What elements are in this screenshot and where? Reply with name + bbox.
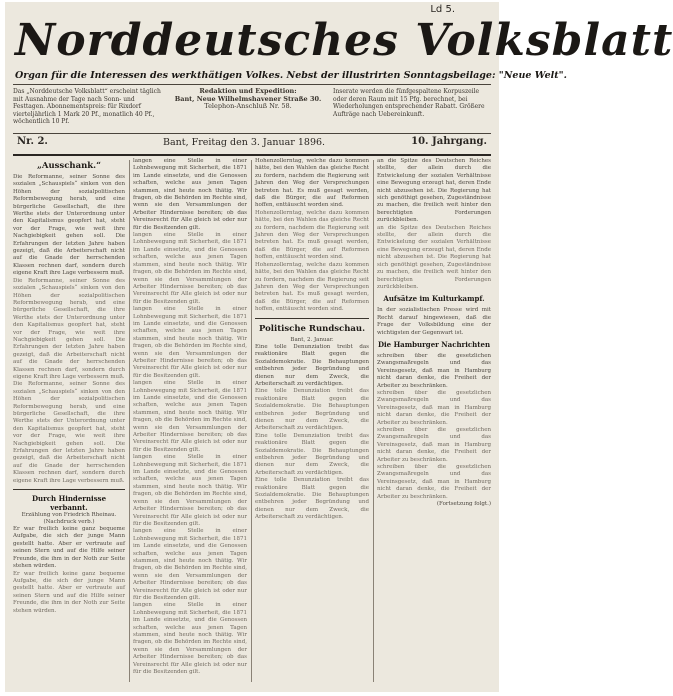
column-2-text-repeat-3: langen eine Stelle in einer Lohnbewegung mit Sicherheit, die 1871 im Lande einsetzte, und die Genossen schaften, welche aus jenen Tagen stammen, sind heute noch thätig. Wir fragen, ob die Behörden im Rechte sind, wenn sie den Versammlungen der Arbeiter Hindernisse bereiten; ob das Vereinsrecht für Alle gleich ist oder nur für die Besitzenden gilt. — [133, 380, 247, 453]
editorial-label: Redaktion und Expedition: — [199, 87, 297, 95]
column-4-text-3-repeat-3: schreiben über die gesetzlichen Zwangsmaßregeln und das Vereinsgesetz, daß man in Hamburg nicht daran denke, die Freiheit der Arbeiter zu beschränken. — [377, 464, 491, 500]
masthead-subtitle: Organ für die Interessen des werkthätigen Volkes. Nebst der illustrirten Sonntagsbeilage: "Neue Welt". — [15, 70, 567, 81]
advertisement-info: Inserate werden die fünfgespaltene Korpuszeile oder deren Raum mit 15 Pfg. berechnet, bei Wiederholungen entsprechender Rabatt. Größere Aufträge nach Uebereinkunft. — [333, 88, 485, 118]
editorial-address — [173, 88, 323, 111]
feuilleton-text: Er war freilich keine ganz bequeme Aufgabe, die sich der junge Mann gestellt hatte. Aber er vertraute auf seinen Stern und auf die Hilfe seiner Freunde, die ihm in der Noth zur Seite stehen würden. — [13, 526, 125, 570]
column-separator-3 — [373, 160, 374, 682]
column-4 — [377, 158, 491, 684]
issue-number: Nr. 2. — [17, 136, 48, 147]
column-2-text-repeat: langen eine Stelle in einer Lohnbewegung mit Sicherheit, die 1871 im Lande einsetzte, und die Genossen schaften, welche aus jenen Tagen stammen, sind heute noch thätig. Wir fragen, ob die Behörden im Rechte sind, wenn sie den Versammlungen der Arbeiter Hindernisse bereiten; ob das Vereinsrecht für Alle gleich ist oder nur für die Besitzenden gilt. — [133, 232, 247, 305]
column-3 — [255, 158, 369, 684]
editorial-telephone: Telephon-Anschluß Nr. 58. — [204, 102, 292, 110]
editorial-street: Bant, Neue Wilhelmshavener Straße 30. — [174, 94, 322, 103]
column-3-text-2: Eine tolle Denunziation treibt das reaktionäre Blatt gegen die Sozialdemokratie. Die Behauptungen entbehren jeder Begründung und dienen nur dem Zweck, die Arbeiterschaft zu verdächtigen. — [255, 343, 369, 387]
column-1-text-repeat: Die Reformanne, seiner Sonne des sozialen „Schauspiels“ sinken von den Höhen der sozialpolitischen Reformbewegung herab, und eine bürgerliche Gesellschaft, die ihre Werthe stets der Unterordnung unter den Kapitalismus geopfert hat, steht vor der Frage, wie weit ihre Nachgiebigkeit gehen soll. Die Erfahrungen der letzten Jahre haben gezeigt, daß die Arbeiterschaft nicht auf die Gnade der herrschenden Klassen rechnen darf, sondern durch eigene Kraft ihre Lage verbessern muß. — [13, 277, 125, 380]
column-3-text-repeat-2: Hohenzollerntag, welche dazu kommen hätte, bei den Wahlen das gleiche Recht zu fordern, nachdem die Regierung seit Jahren den Weg der Versprechungen betreten hat. Es muß gesagt werden, daß die Bürger, die auf Reformen hoffen, enttäuscht worden sind. — [255, 261, 369, 313]
handwritten-corner-mark: Ld 5. — [430, 4, 455, 15]
publication-date: Bant, Freitag den 3. Januar 1896. — [163, 137, 326, 148]
subscription-info: Das „Norddeutsche Volksblatt“ erscheint täglich mit Ausnahme der Tage nach Sonn- und Festtagen. Abonnementspreis: für Rixdorf vierteljährlich 1 Mark 20 Pf., monatlich 40 Pf., wöchentlich 10 Pf. — [13, 88, 161, 125]
kulturkampf-title: Aufsätze im Kulturkampf. — [383, 294, 485, 304]
politische-rundschau-title: Politische Rundschau. — [258, 323, 366, 334]
column-3-text-2-repeat-3: Eine tolle Denunziation treibt das reaktionäre Blatt gegen die Sozialdemokratie. Die Behauptungen entbehren jeder Begründung und dienen nur dem Zweck, die Arbeiterschaft zu verdächtigen. — [255, 477, 369, 521]
feuilleton-subtitle: Erzählung von Friedrich Rheinau. — [21, 512, 117, 519]
politische-rundschau-dateline: Bant, 2. Januar. — [290, 336, 334, 343]
column-2 — [133, 158, 247, 684]
column-separator-2 — [251, 160, 252, 682]
column-1-title: „Ausschank.“ — [36, 161, 101, 171]
info-row — [13, 84, 491, 134]
column-4-text-2: In der sozialistischen Presse wird mit Recht darauf hingewiesen, daß die Frage der Volksbildung eine der wichtigsten der Gegenwart ist. — [377, 307, 491, 336]
column-4-text-3: schreiben über die gesetzlichen Zwangsmaßregeln und das Vereinsgesetz, daß man in Hamburg nicht daran denke, die Freiheit der Arbeiter zu beschränken. — [377, 352, 491, 389]
column-3-text-repeat: Hohenzollerntag, welche dazu kommen hätte, bei den Wahlen das gleiche Recht zu fordern, nachdem die Regierung seit Jahren den Weg der Versprechungen betreten hat. Es muß gesagt werden, daß die Bürger, die auf Reformen hoffen, enttäuscht worden sind. — [255, 209, 369, 261]
continued-note: (Fortsetzung folgt.) — [436, 501, 491, 508]
column-1-text-repeat-2: Die Reformanne, seiner Sonne des sozialen „Schauspiels“ sinken von den Höhen der sozialpolitischen Reformbewegung herab, und eine bürgerliche Gesellschaft, die ihre Werthe stets der Unterordnung unter den Kapitalismus geopfert hat, steht vor der Frage, wie weit ihre Nachgiebigkeit gehen soll. Die Erfahrungen der letzten Jahre haben gezeigt, daß die Arbeiterschaft nicht auf die Gnade der herrschenden Klassen rechnen darf, sondern durch eigene Kraft ihre Lage verbessern muß. — [13, 381, 125, 484]
feuilleton-note: (Nachdruck verb.) — [43, 519, 95, 526]
column-2-text-repeat-4: langen eine Stelle in einer Lohnbewegung mit Sicherheit, die 1871 im Lande einsetzte, und die Genossen schaften, welche aus jenen Tagen stammen, sind heute noch thätig. Wir fragen, ob die Behörden im Rechte sind, wenn sie den Versammlungen der Arbeiter Hindernisse bereiten; ob das Vereinsrecht für Alle gleich ist oder nur für die Besitzenden gilt. — [133, 454, 247, 527]
column-4-text: an die Spitze des Deutschen Reiches stellte, der allein durch die Entwickelung der sozialen Verhältnisse eine Bewegung erzeugt hat, deren Ende nicht abzusehen ist. Die Regierung hat sich genöthigt gesehen, Zugeständnisse zu machen, die freilich weit hinter den berechtigten Forderungen zurückbleiben. — [377, 158, 491, 224]
column-4-text-repeat: an die Spitze des Deutschen Reiches stellte, der allein durch die Entwickelung der sozialen Verhältnisse eine Bewegung erzeugt hat, deren Ende nicht abzusehen ist. Die Regierung hat sich genöthigt gesehen, Zugeständnisse zu machen, die freilich weit hinter den berechtigten Forderungen zurückbleiben. — [377, 224, 491, 290]
column-2-text-repeat-2: langen eine Stelle in einer Lohnbewegung mit Sicherheit, die 1871 im Lande einsetzte, und die Genossen schaften, welche aus jenen Tagen stammen, sind heute noch thätig. Wir fragen, ob die Behörden im Rechte sind, wenn sie den Versammlungen der Arbeiter Hindernisse bereiten; ob das Vereinsrecht für Alle gleich ist oder nur für die Besitzenden gilt. — [133, 306, 247, 379]
column-separator-1 — [129, 160, 130, 682]
column-1-text: Die Reformanne, seiner Sonne des sozialen „Schauspiels“ sinken von den Höhen der sozialpolitischen Reformbewegung herab, und eine bürgerliche Gesellschaft, die ihre Werthe stets der Unterordnung unter den Kapitalismus geopfert hat, steht vor der Frage, wie weit ihre Nachgiebigkeit gehen soll. Die Erfahrungen der letzten Jahre haben gezeigt, daß die Arbeiterschaft nicht auf die Gnade der herrschenden Klassen rechnen darf, sondern durch eigene Kraft ihre Lage verbessern muß. — [13, 174, 125, 277]
column-2-text-repeat-6: langen eine Stelle in einer Lohnbewegung mit Sicherheit, die 1871 im Lande einsetzte, und die Genossen schaften, welche aus jenen Tagen stammen, sind heute noch thätig. Wir fragen, ob die Behörden im Rechte sind, wenn sie den Versammlungen der Arbeiter Hindernisse bereiten; ob das Vereinsrecht für Alle gleich ist oder nur für die Besitzenden gilt. — [133, 602, 247, 676]
date-row — [13, 134, 491, 156]
column-2-text: langen eine Stelle in einer Lohnbewegung mit Sicherheit, die 1871 im Lande einsetzte, und die Genossen schaften, welche aus jenen Tagen stammen, sind heute noch thätig. Wir fragen, ob die Behörden im Rechte sind, wenn sie den Versammlungen der Arbeiter Hindernisse bereiten; ob das Vereinsrecht für Alle gleich ist oder nur für die Besitzenden gilt. — [133, 158, 247, 231]
column-1 — [13, 158, 125, 684]
column-3-text: Hohenzollerntag, welche dazu kommen hätte, bei den Wahlen das gleiche Recht zu fordern, nachdem die Regierung seit Jahren den Weg der Versprechungen betreten hat. Es muß gesagt werden, daß die Bürger, die auf Reformen hoffen, enttäuscht worden sind. — [255, 158, 369, 209]
hamburger-nachrichten-title: Die Hamburger Nachrichten — [377, 339, 491, 349]
column-3-text-2-repeat: Eine tolle Denunziation treibt das reaktionäre Blatt gegen die Sozialdemokratie. Die Behauptungen entbehren jeder Begründung und dienen nur dem Zweck, die Arbeiterschaft zu verdächtigen. — [255, 388, 369, 432]
masthead-title: Norddeutsches Volksblatt — [15, 15, 673, 66]
column-4-text-3-repeat-2: schreiben über die gesetzlichen Zwangsmaßregeln und das Vereinsgesetz, daß man in Hamburg nicht daran denke, die Freiheit der Arbeiter zu beschränken. — [377, 427, 491, 463]
feuilleton-divider — [13, 489, 125, 490]
column-3-text-2-repeat-2: Eine tolle Denunziation treibt das reaktionäre Blatt gegen die Sozialdemokratie. Die Behauptungen entbehren jeder Begründung und dienen nur dem Zweck, die Arbeiterschaft zu verdächtigen. — [255, 432, 369, 476]
feuilleton-title: Durch Hindernisse verbannt. — [31, 494, 107, 513]
newspaper-page — [5, 2, 673, 692]
column-3-divider — [255, 318, 369, 319]
column-2-text-repeat-5: langen eine Stelle in einer Lohnbewegung mit Sicherheit, die 1871 im Lande einsetzte, und die Genossen schaften, welche aus jenen Tagen stammen, sind heute noch thätig. Wir fragen, ob die Behörden im Rechte sind, wenn sie den Versammlungen der Arbeiter Hindernisse bereiten; ob das Vereinsrecht für Alle gleich ist oder nur für die Besitzenden gilt. — [133, 528, 247, 601]
volume-year: 10. Jahrgang. — [411, 136, 487, 147]
feuilleton-text-repeat: Er war freilich keine ganz bequeme Aufgabe, die sich der junge Mann gestellt hatte. Aber er vertraute auf seinen Stern und auf die Hilfe seiner Freunde, die ihm in der Noth zur Seite stehen würden. — [13, 570, 125, 614]
column-4-text-3-repeat: schreiben über die gesetzlichen Zwangsmaßregeln und das Vereinsgesetz, daß man in Hamburg nicht daran denke, die Freiheit der Arbeiter zu beschränken. — [377, 389, 491, 426]
